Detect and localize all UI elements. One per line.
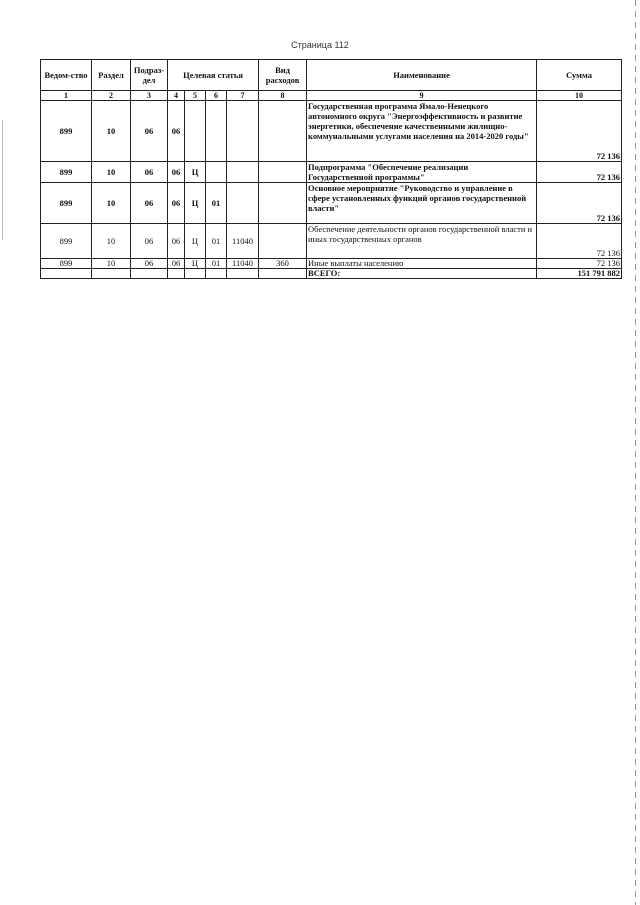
- column-number: 4: [168, 91, 185, 101]
- column-number: 1: [41, 91, 92, 101]
- cell-summa: 72 136: [537, 224, 622, 259]
- empty-cell: [41, 269, 92, 279]
- cell-naimenovanie: Иные выплаты населению: [307, 259, 537, 269]
- column-number: 10: [537, 91, 622, 101]
- scan-edge-left: [2, 120, 3, 240]
- table-row: [41, 224, 622, 259]
- header-razdel: Раздел: [92, 60, 131, 91]
- cell-cs4: 06: [168, 183, 185, 224]
- empty-cell: [227, 269, 259, 279]
- table-row: [41, 183, 622, 224]
- cell-summa: 72 136: [537, 183, 622, 224]
- cell-cs4: 06: [168, 162, 185, 183]
- empty-cell: [185, 269, 206, 279]
- column-number: 2: [92, 91, 131, 101]
- cell-cs4: 06: [168, 259, 185, 269]
- cell-naimenovanie: Государственная программа Ямало-Ненецкого автономного округа "Энергоэффективность и развитие энергетики, обеспечение качественными жилищно-коммунальными услугами населения на 2014-2020 годы": [307, 101, 537, 162]
- cell-razdel: 10: [92, 183, 131, 224]
- cell-vedomstvo: 899: [41, 162, 92, 183]
- cell-razdel: 10: [92, 259, 131, 269]
- cell-vedomstvo: 899: [41, 183, 92, 224]
- cell-podrazdel: 06: [131, 224, 168, 259]
- cell-cs7: [227, 183, 259, 224]
- cell-vedomstvo: 899: [41, 224, 92, 259]
- cell-cs7: [227, 101, 259, 162]
- cell-vid: [259, 224, 307, 259]
- cell-podrazdel: 06: [131, 259, 168, 269]
- cell-summa: 72 136: [537, 259, 622, 269]
- cell-razdel: 10: [92, 224, 131, 259]
- header-podrazdel: Подраз-дел: [131, 60, 168, 91]
- header-vedomstvo: Ведом-ство: [41, 60, 92, 91]
- total-label: ВСЕГО:: [307, 269, 537, 279]
- column-number: 3: [131, 91, 168, 101]
- scan-edge-right: [635, 0, 636, 905]
- column-number: 5: [185, 91, 206, 101]
- cell-cs5: Ц: [185, 162, 206, 183]
- empty-cell: [168, 269, 185, 279]
- cell-cs7: 11040: [227, 259, 259, 269]
- cell-razdel: 10: [92, 101, 131, 162]
- cell-summa: 72 136: [537, 162, 622, 183]
- column-number: 6: [206, 91, 227, 101]
- cell-cs4: 06: [168, 101, 185, 162]
- total-row: [41, 269, 622, 279]
- cell-cs4: 06: [168, 224, 185, 259]
- budget-table: [40, 59, 622, 279]
- cell-vid: [259, 162, 307, 183]
- header-naimenovanie: Наименование: [307, 60, 537, 91]
- cell-naimenovanie: Обеспечение деятельности органов государственной власти и иных государственных органов: [307, 224, 537, 259]
- cell-cs5: Ц: [185, 183, 206, 224]
- cell-cs6: [206, 101, 227, 162]
- table-header-row: [41, 60, 622, 91]
- cell-cs6: 01: [206, 259, 227, 269]
- empty-cell: [206, 269, 227, 279]
- empty-cell: [92, 269, 131, 279]
- cell-naimenovanie: Основное мероприятие "Руководство и управление в сфере установленных функций органов государственной власти": [307, 183, 537, 224]
- cell-vid: 360: [259, 259, 307, 269]
- cell-summa: 72 136: [537, 101, 622, 162]
- cell-cs7: 11040: [227, 224, 259, 259]
- cell-podrazdel: 06: [131, 162, 168, 183]
- header-summa: Сумма: [537, 60, 622, 91]
- column-number-row: [41, 91, 622, 101]
- cell-cs7: [227, 162, 259, 183]
- cell-cs6: 01: [206, 183, 227, 224]
- total-sum: 151 791 882: [537, 269, 622, 279]
- cell-naimenovanie: Подпрограмма "Обеспечение реализации Государственной программы": [307, 162, 537, 183]
- cell-cs5: Ц: [185, 259, 206, 269]
- column-number: 8: [259, 91, 307, 101]
- column-number: 7: [227, 91, 259, 101]
- cell-cs5: [185, 101, 206, 162]
- cell-cs6: 01: [206, 224, 227, 259]
- table-row: [41, 259, 622, 269]
- cell-cs5: Ц: [185, 224, 206, 259]
- page-number-header: Страница 112: [291, 40, 349, 50]
- header-vid-rashodov: Вид расходов: [259, 60, 307, 91]
- column-number: 9: [307, 91, 537, 101]
- header-celevaya-statya: Целевая статья: [168, 60, 259, 91]
- empty-cell: [259, 269, 307, 279]
- cell-podrazdel: 06: [131, 183, 168, 224]
- cell-vedomstvo: 899: [41, 259, 92, 269]
- cell-podrazdel: 06: [131, 101, 168, 162]
- table-row: [41, 162, 622, 183]
- table-row: [41, 101, 622, 162]
- cell-razdel: 10: [92, 162, 131, 183]
- empty-cell: [131, 269, 168, 279]
- cell-cs6: [206, 162, 227, 183]
- cell-vid: [259, 183, 307, 224]
- cell-vedomstvo: 899: [41, 101, 92, 162]
- cell-vid: [259, 101, 307, 162]
